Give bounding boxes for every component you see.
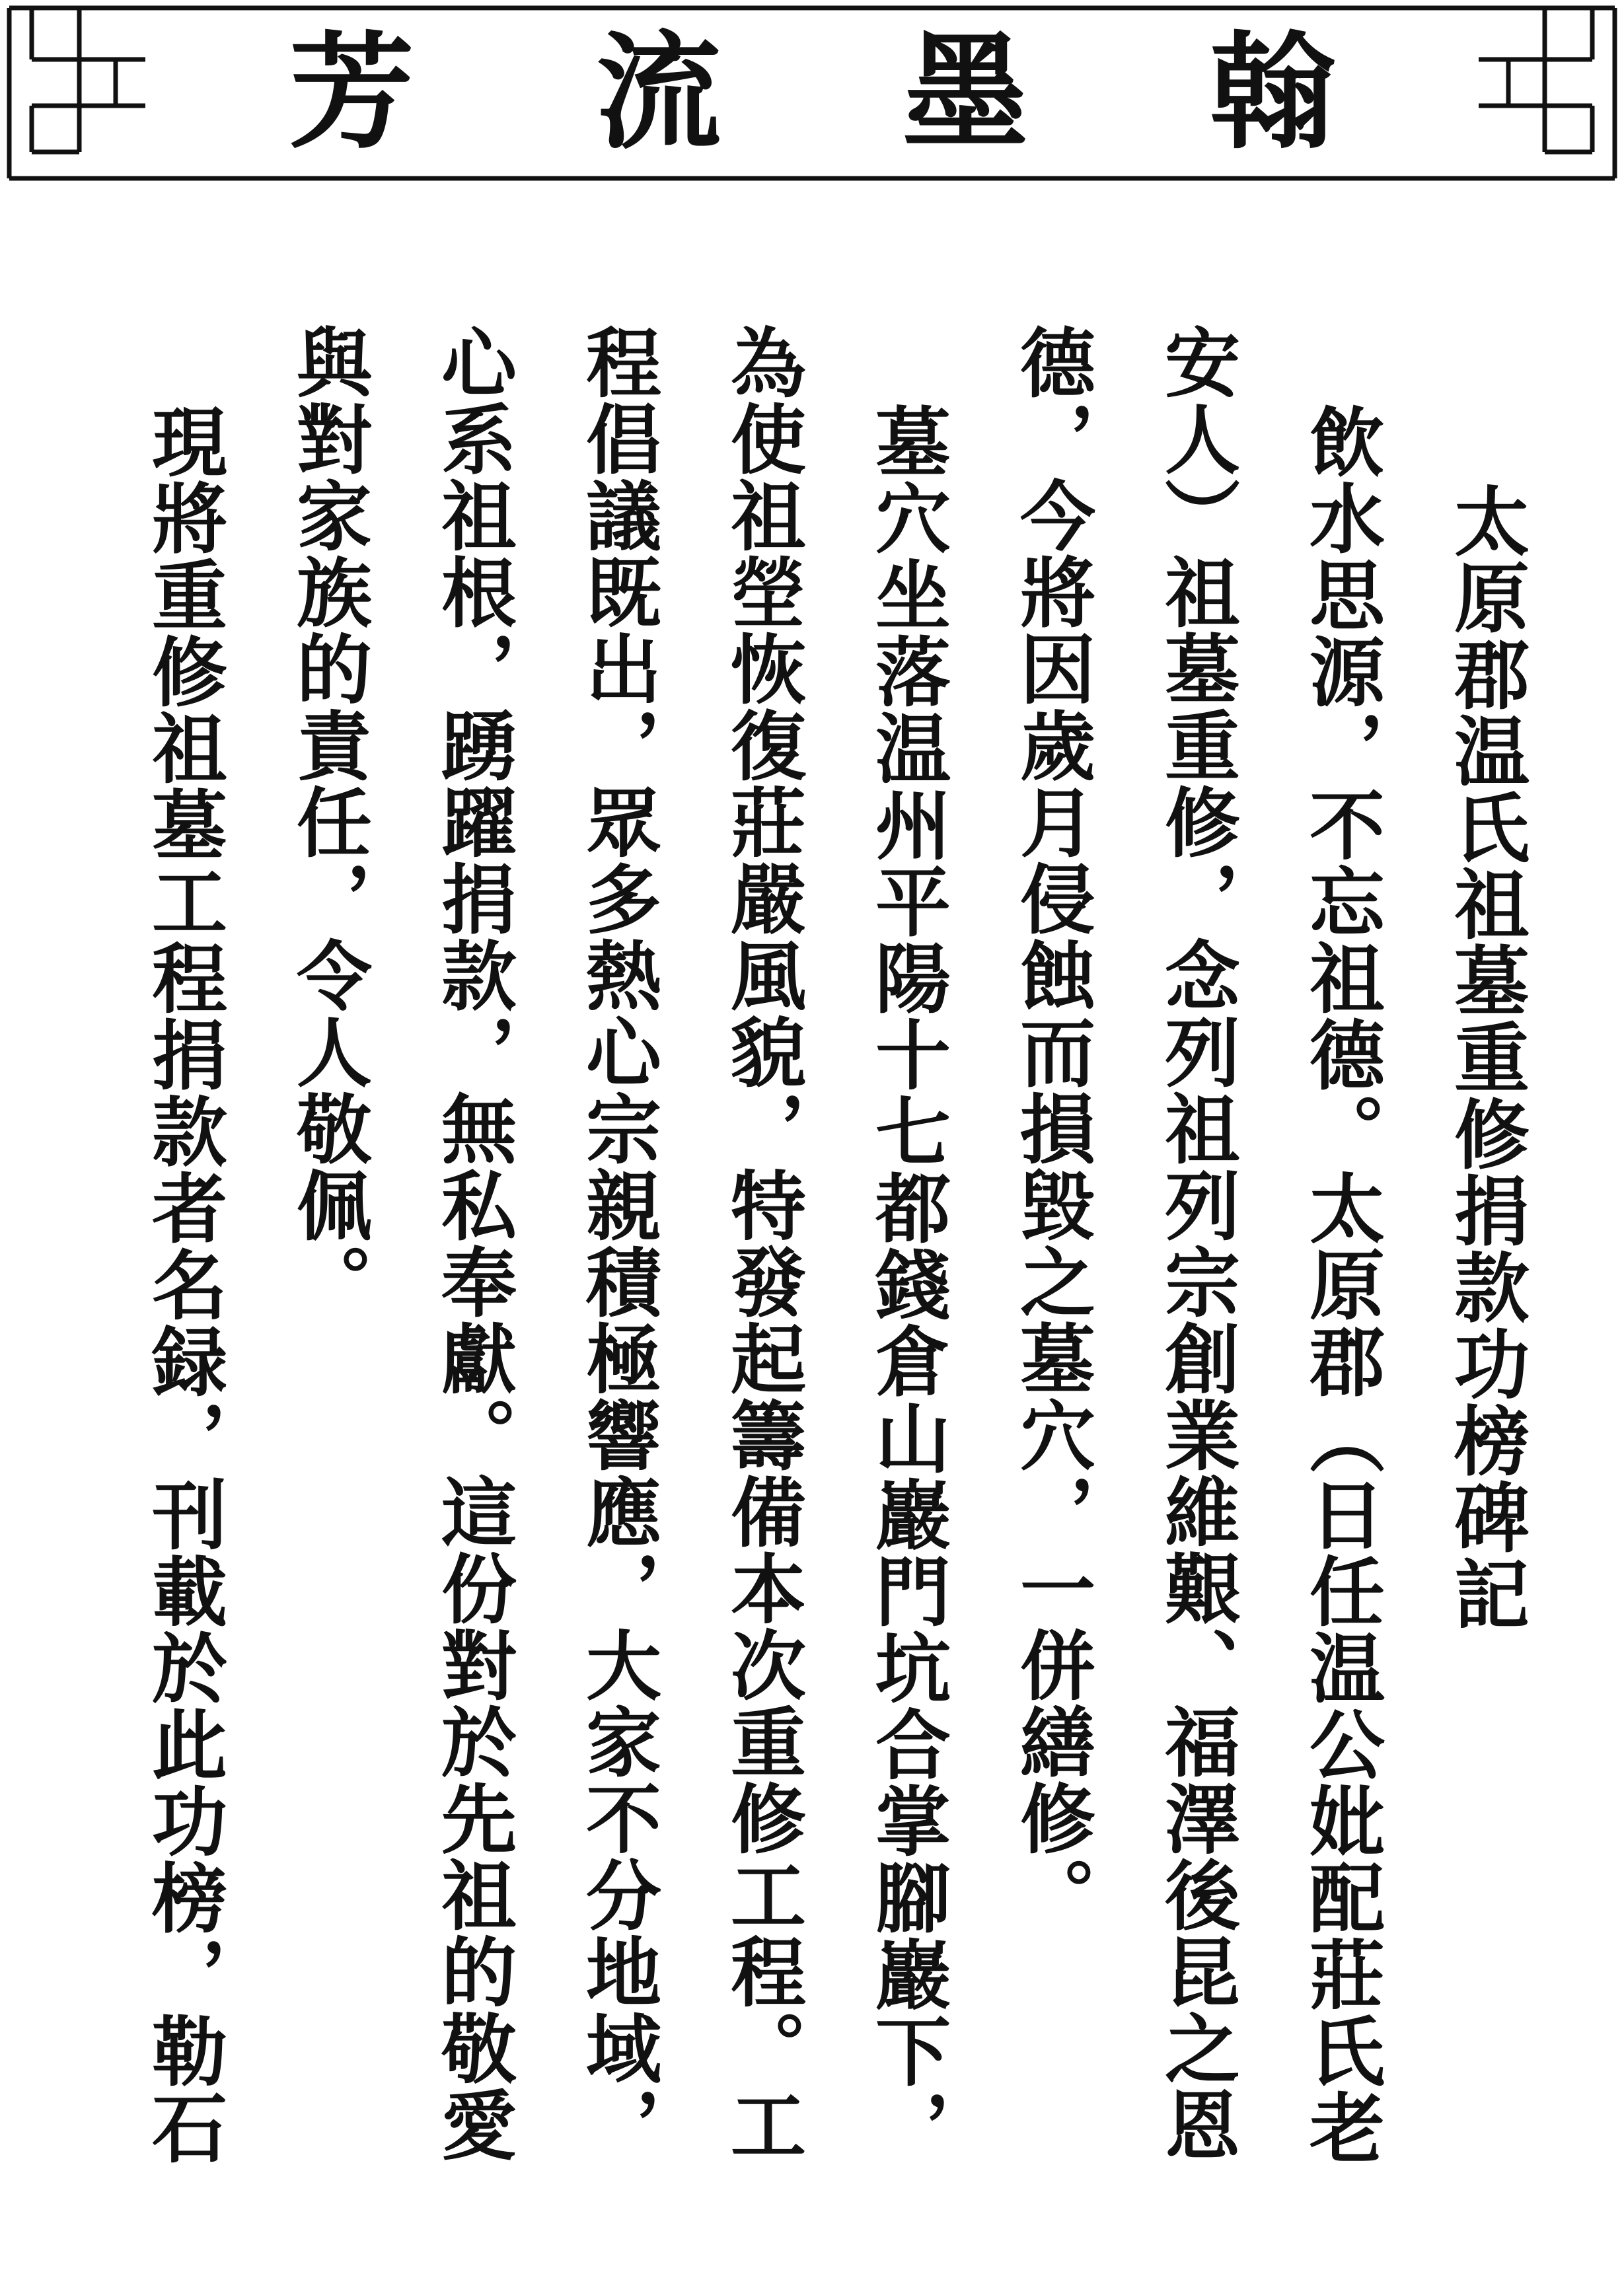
inscription-body bbox=[65, 324, 1558, 2273]
header-frame bbox=[0, 0, 1624, 192]
inscription-column: 飲水思源，不忘祖德。太原郡（日任温公妣配莊氏老 bbox=[1297, 403, 1385, 2166]
header-char: 墨 bbox=[903, 18, 1029, 166]
header-title bbox=[0, 18, 1624, 166]
header-char: 芳 bbox=[289, 18, 415, 166]
header-char: 流 bbox=[595, 18, 721, 166]
inscription-column: 程倡議既出，眾多熱心宗親積極響應，大家不分地域， bbox=[573, 324, 662, 2163]
inscription-column: 墓穴坐落温州平陽十七都錢倉山巖門坑合掌腳巖下， bbox=[863, 403, 951, 2166]
header-char: 翰 bbox=[1209, 18, 1335, 166]
inscription-column: 心系祖根，踴躍捐款，無私奉獻。這份對於先祖的敬愛 bbox=[429, 324, 517, 2163]
inscription-column: 為使祖塋恢復莊嚴風貌，特發起籌備本次重修工程。工 bbox=[718, 324, 807, 2163]
inscription-column: 現將重修祖墓工程捐款者名録，刊載於此功榜，勒石 bbox=[139, 403, 228, 2166]
inscription-title: 太原郡温氏祖墓重修捐款功榜碑記 bbox=[1442, 482, 1530, 1632]
inscription-column: 與對家族的責任，令人敬佩。 bbox=[284, 324, 373, 1320]
inscription-column: 德，今將因歲月侵蝕而損毀之墓穴，一併繕修。 bbox=[1008, 324, 1096, 1933]
inscription-column: 安人）祖墓重修，念列祖列宗創業維艱、福澤後昆之恩 bbox=[1152, 324, 1241, 2163]
